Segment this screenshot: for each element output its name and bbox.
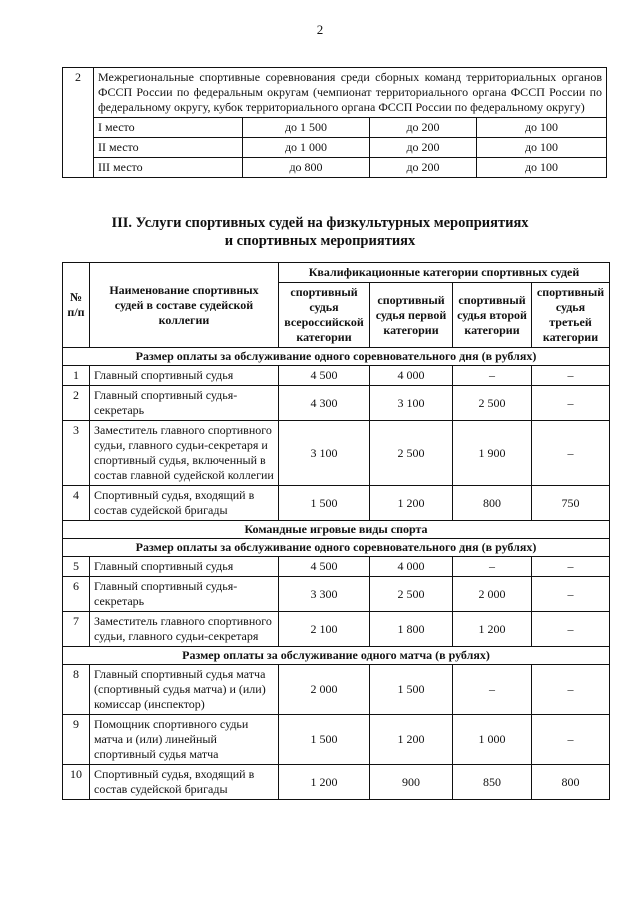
competition-description: Межрегиональные спортивные соревнования среди сборных команд территориальных органов ФССП России по федеральным округам (чемпионат территориального органа ФССП России по федеральному округу, кубок территориального органа ФССП России по федеральному округу) (94, 68, 607, 118)
row-number: 3 (63, 421, 90, 486)
competition-rates-table (62, 67, 607, 178)
rate-value: – (453, 557, 532, 577)
header-qualification: Квалификационные категории спортивных судей (279, 263, 610, 283)
rate-value: 800 (453, 486, 532, 521)
header-category: спортивный судья третьей категории (532, 283, 610, 348)
table-row (63, 421, 610, 486)
section-title (0, 214, 640, 250)
row-number: 9 (63, 715, 90, 765)
subheading-row (63, 539, 610, 557)
judge-role: Заместитель главного спортивного судьи, главного судьи-секретаря (90, 612, 279, 647)
table-row (63, 557, 610, 577)
header-name: Наименование спортивных судей в составе судейской коллегии (90, 263, 279, 348)
judge-role: Главный спортивный судья-секретарь (90, 386, 279, 421)
header-category: спортивный судья второй категории (453, 283, 532, 348)
row-number: 10 (63, 765, 90, 800)
rate-value: – (532, 665, 610, 715)
table-row (63, 158, 607, 178)
judge-role: Спортивный судья, входящий в состав судейской бригады (90, 486, 279, 521)
rate-value: 1 500 (279, 486, 370, 521)
judge-role: Спортивный судья, входящий в состав судейской бригады (90, 765, 279, 800)
rate-value: 800 (532, 765, 610, 800)
judge-role: Главный спортивный судья (90, 366, 279, 386)
rate-value: 850 (453, 765, 532, 800)
place-value: до 100 (477, 118, 607, 138)
rate-value: 2 100 (279, 612, 370, 647)
rate-value: 1 200 (370, 715, 453, 765)
subheading: Размер оплаты за обслуживание одного соревновательного дня (в рублях) (63, 539, 610, 557)
rate-value: 4 300 (279, 386, 370, 421)
header-row (63, 263, 610, 283)
table-row (63, 577, 610, 612)
place-label: III место (94, 158, 243, 178)
rate-value: – (532, 557, 610, 577)
place-value: до 1 500 (243, 118, 370, 138)
table-row (63, 366, 610, 386)
subheading: Размер оплаты за обслуживание одного матча (в рублях) (63, 647, 610, 665)
row-number: 8 (63, 665, 90, 715)
rate-value: 1 000 (453, 715, 532, 765)
table-row (63, 612, 610, 647)
row-number: 4 (63, 486, 90, 521)
team-sports-heading: Командные игровые виды спорта (63, 521, 610, 539)
rate-value: 1 800 (370, 612, 453, 647)
table-row (63, 138, 607, 158)
subheading: Размер оплаты за обслуживание одного соревновательного дня (в рублях) (63, 348, 610, 366)
rate-value: 2 000 (453, 577, 532, 612)
rate-value: 4 000 (370, 557, 453, 577)
row-number: 7 (63, 612, 90, 647)
rate-value: 1 200 (453, 612, 532, 647)
subheading-row (63, 348, 610, 366)
place-value: до 100 (477, 158, 607, 178)
place-value: до 800 (243, 158, 370, 178)
judge-role: Главный спортивный судья (90, 557, 279, 577)
place-value: до 200 (370, 138, 477, 158)
subheading-row (63, 647, 610, 665)
table-row (63, 386, 610, 421)
row-number: 2 (63, 386, 90, 421)
rate-value: 1 200 (279, 765, 370, 800)
rate-value: – (453, 665, 532, 715)
place-value: до 200 (370, 158, 477, 178)
rate-value: 900 (370, 765, 453, 800)
rate-value: 2 500 (370, 421, 453, 486)
rate-value: 4 500 (279, 557, 370, 577)
rate-value: 1 200 (370, 486, 453, 521)
rate-value: 3 100 (370, 386, 453, 421)
judge-role: Главный спортивный судья-секретарь (90, 577, 279, 612)
table-row (63, 765, 610, 800)
rate-value: 2 500 (370, 577, 453, 612)
place-label: II место (94, 138, 243, 158)
rate-value: 4 500 (279, 366, 370, 386)
rate-value: 750 (532, 486, 610, 521)
page-number: 2 (316, 22, 324, 37)
row-number: 2 (63, 68, 94, 178)
rate-value: 3 300 (279, 577, 370, 612)
rate-value: 2 500 (453, 386, 532, 421)
rate-value: – (532, 366, 610, 386)
table-row (63, 118, 607, 138)
rate-value: 3 100 (279, 421, 370, 486)
row-number: 5 (63, 557, 90, 577)
rate-value: 4 000 (370, 366, 453, 386)
rate-value: – (532, 421, 610, 486)
place-value: до 200 (370, 118, 477, 138)
section-title-line: III. Услуги спортивных судей на физкультурных мероприятиях (111, 215, 529, 231)
header-category: спортивный судья первой категории (370, 283, 453, 348)
rate-value: 1 500 (279, 715, 370, 765)
rate-value: – (453, 366, 532, 386)
header-num: № п/п (63, 263, 90, 348)
table-row (63, 665, 610, 715)
subheading-row (63, 521, 610, 539)
table-row (63, 486, 610, 521)
section-title-line: и спортивных мероприятиях (224, 233, 416, 249)
judge-role: Главный спортивный судья матча (спортивный судья матча) и (или) комиссар (инспектор) (90, 665, 279, 715)
rate-value: – (532, 715, 610, 765)
place-value: до 100 (477, 138, 607, 158)
rate-value: 2 000 (279, 665, 370, 715)
row-number: 6 (63, 577, 90, 612)
judge-role: Помощник спортивного судьи матча и (или) линейный спортивный судья матча (90, 715, 279, 765)
rate-value: 1 900 (453, 421, 532, 486)
place-label: I место (94, 118, 243, 138)
rate-value: – (532, 612, 610, 647)
judges-rates-table (62, 262, 610, 800)
place-value: до 1 000 (243, 138, 370, 158)
table-row (63, 68, 607, 118)
header-category: спортивный судья всероссийской категории (279, 283, 370, 348)
table-row (63, 715, 610, 765)
judge-role: Заместитель главного спортивного судьи, главного судьи-секретаря и спортивный судья, включенный в состав главной судейской коллегии (90, 421, 279, 486)
row-number: 1 (63, 366, 90, 386)
rate-value: – (532, 386, 610, 421)
rate-value: 1 500 (370, 665, 453, 715)
rate-value: – (532, 577, 610, 612)
